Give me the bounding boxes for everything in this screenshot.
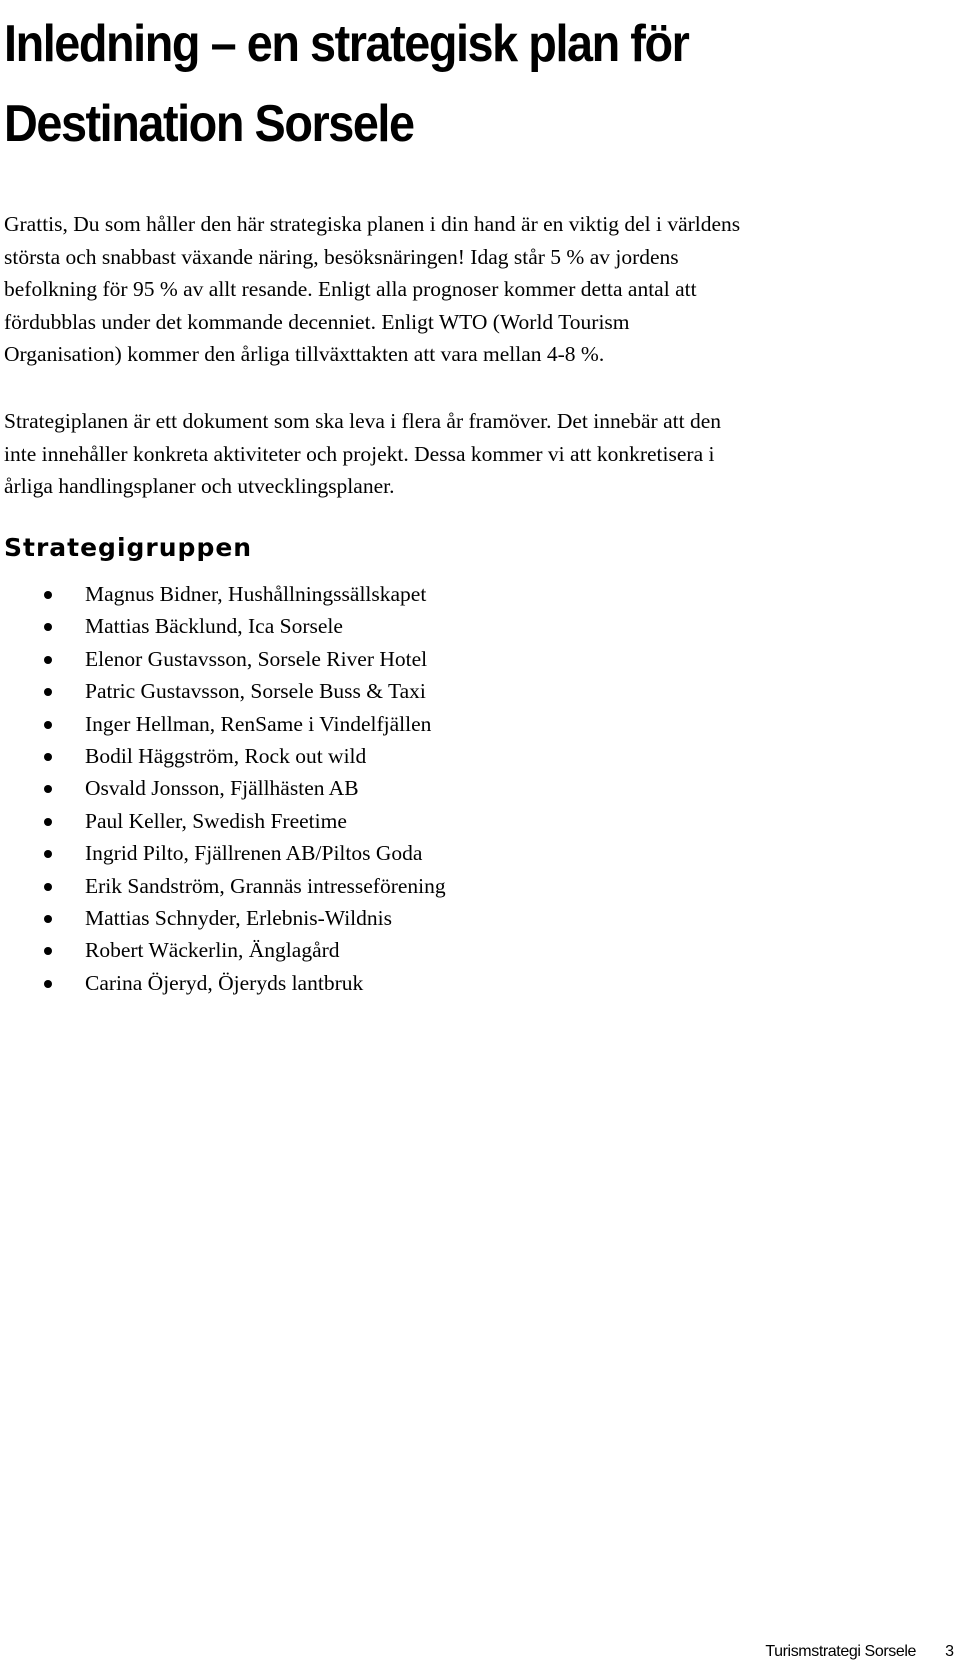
member-list-item — [0, 578, 446, 610]
member-list-item — [0, 772, 446, 804]
page-title — [4, 4, 841, 164]
bullet-icon — [44, 688, 52, 696]
member-list-item — [0, 902, 446, 934]
member-list-item — [0, 967, 446, 999]
member-list-item — [0, 675, 446, 707]
member-name: Patric Gustavsson, Sorsele Buss & Taxi — [85, 679, 426, 704]
bullet-icon — [44, 656, 52, 664]
intro-paragraph — [4, 208, 934, 371]
bullet-icon — [44, 721, 52, 729]
member-list-item — [0, 708, 446, 740]
bullet-icon — [44, 785, 52, 793]
intro-line: Grattis, Du som håller den här strategiska planen i din hand är en viktig del i världens — [4, 212, 741, 236]
member-list-item — [0, 805, 446, 837]
member-list — [0, 578, 446, 999]
member-list-item — [0, 610, 446, 642]
member-name: Bodil Häggström, Rock out wild — [85, 743, 367, 768]
intro-line: största och snabbast växande näring, besöksnäringen! Idag står 5 % av jordens — [4, 244, 679, 269]
intro-line: fördubblas under det kommande decenniet. Enligt WTO (World Tourism — [4, 309, 630, 334]
bullet-icon — [44, 753, 52, 761]
bullet-icon — [44, 591, 52, 599]
bullet-icon — [44, 623, 52, 631]
strategy-line: Strategiplanen är ett dokument som ska leva i flera år framöver. Det innebär att den — [4, 409, 721, 433]
member-list-item — [0, 837, 446, 869]
member-list-item — [0, 643, 446, 675]
member-name: Carina Öjeryd, Öjeryds lantbruk — [85, 970, 364, 995]
bullet-icon — [44, 850, 52, 858]
intro-line: Organisation) kommer den årliga tillväxttakten att vara mellan 4-8 %. — [4, 342, 605, 366]
member-name: Magnus Bidner, Hushållningssällskapet — [85, 582, 427, 606]
member-name: Elenor Gustavsson, Sorsele River Hotel — [85, 646, 428, 671]
section-heading-strategigruppen: Strategigruppen — [4, 533, 253, 562]
page-footer — [700, 1640, 954, 1664]
intro-line: befolkning för 95 % av allt resande. Enligt alla prognoser kommer detta antal att — [4, 277, 697, 301]
member-list-item — [0, 870, 446, 902]
bullet-icon — [44, 980, 52, 988]
member-list-item — [0, 740, 446, 772]
member-name: Erik Sandström, Grannäs intresseförening — [85, 873, 446, 898]
member-name: Inger Hellman, RenSame i Vindelfjällen — [85, 711, 432, 736]
bullet-icon — [44, 915, 52, 923]
strategy-line: inte innehåller konkreta aktiviteter och projekt. Dessa kommer vi att konkretisera i — [4, 441, 715, 466]
page-number: 3 — [945, 1643, 954, 1660]
member-name: Osvald Jonsson, Fjällhästen AB — [85, 776, 359, 801]
bullet-icon — [44, 947, 52, 955]
member-name: Robert Wäckerlin, Änglagård — [85, 938, 340, 963]
member-name: Ingrid Pilto, Fjällrenen AB/Piltos Goda — [85, 841, 423, 866]
member-name: Mattias Schnyder, Erlebnis-Wildnis — [85, 905, 392, 930]
strategy-paragraph — [4, 405, 934, 503]
page-title-line: Inledning – en strategisk plan för — [4, 15, 689, 73]
bullet-icon — [44, 818, 52, 826]
page-title-line: Destination Sorsele — [4, 95, 414, 153]
bullet-icon — [44, 883, 52, 891]
strategy-line: årliga handlingsplaner och utvecklingsplaner. — [4, 474, 395, 498]
member-name: Mattias Bäcklund, Ica Sorsele — [85, 614, 343, 639]
member-name: Paul Keller, Swedish Freetime — [85, 808, 347, 833]
footer-title: Turismstrategi Sorsele — [765, 1643, 916, 1660]
member-list-item — [0, 934, 446, 966]
